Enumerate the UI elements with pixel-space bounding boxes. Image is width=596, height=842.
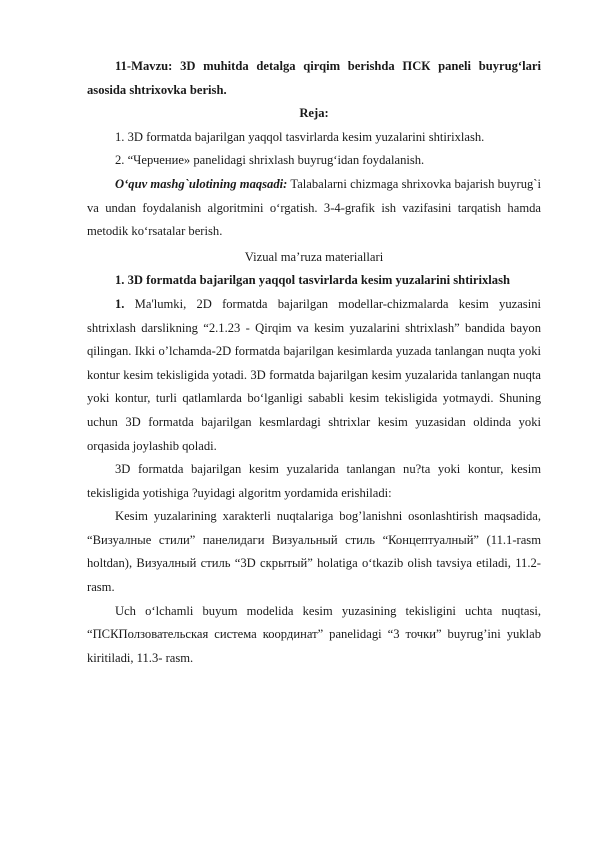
document-page	[87, 55, 541, 670]
paragraph-2: 3D formatda bajarilgan kesim yuzalarida tanlangan nu?ta yoki kontur, kesim tekisligida yotishiga ?uyidagi algoritm yordamida erishiladi:	[87, 462, 541, 500]
topic-title: 11-Mavzu: 3D muhitda detalga qirqim berishda ПСК paneli buyrug‘lari asosida shtrixovka berish.	[87, 59, 541, 97]
goal-text: Talabalarni chizmaga shrixovka bajarish buyrug`i va undan foydalanish algoritmini o‘rgatish. 3-4-grafik ish vazifasini tarqatish hamda metodik ko‘rsatalar berish.	[87, 176, 541, 239]
plan-item-1: 1. 3D formatda bajarilgan yaqqol tasvirlarda kesim yuzalarini shtirixlash.	[115, 129, 485, 144]
section-1-heading: 1. 3D formatda bajarilgan yaqqol tasvirlarda kesim yuzalarini shtirixlash	[115, 273, 510, 288]
plan-heading: Reja:	[299, 106, 329, 121]
lesson-goal	[87, 173, 541, 244]
paragraph-1	[87, 293, 541, 458]
paragraph-1-lead: 1.	[115, 296, 125, 311]
paragraph-1-text: Ma'lumki, 2D formatda bajarilgan modellar-chizmalarda kesim yuzasini shtrixlash darslikning “2.1.23 - Qirqim va kesim yuzalarini shtrixlash” bandida bayon qilingan. Ikki o’lchamda-2D formatda bajarilgan kesimlarda yuzada tanlangan nuqta yoki kontur kesim tekisligida yotadi. 3D formatda bajarilgan kesim yuzalarida tanlangan nuqta yoki kontur, turli qatlamlarda bo‘lganligi sababli kesim tekisligida yotmaydi. Shuning uchun 3D formatda bajarilgan kesmlardagi shtrixlar kesim yuzasidan oldinda yoki orqasida joylashib qoladi.	[87, 296, 541, 453]
paragraph-3: Kesim yuzalarining xarakterli nuqtalariga bog’lanishni osonlashtirish maqsadida, “Визуалные стили” панелидаги Визуальный стиль “Концептуалный” (11.1-rasm holtdan), Визуалный стиль “3D скрытый” holatiga o‘tkazib olish tavsiya etiladi, 11.2- rasm.	[87, 509, 541, 595]
materials-heading: Vizual ma’ruza materiallari	[244, 249, 384, 264]
plan-item-2: 2. “Черчение» panelidagi shrixlash buyrug‘idan foydalanish.	[115, 153, 425, 168]
paragraph-4: Uch o‘lchamli buyum modelida kesim yuzasining tekisligini uchta nuqtasi, “ПСКПолзовательская система координат” panelidagi “3 точки” buyrug’ini yuklab kiritiladi, 11.3- rasm.	[87, 603, 541, 665]
goal-label: O‘quv mashg`ulotining maqsadi:	[115, 176, 288, 191]
